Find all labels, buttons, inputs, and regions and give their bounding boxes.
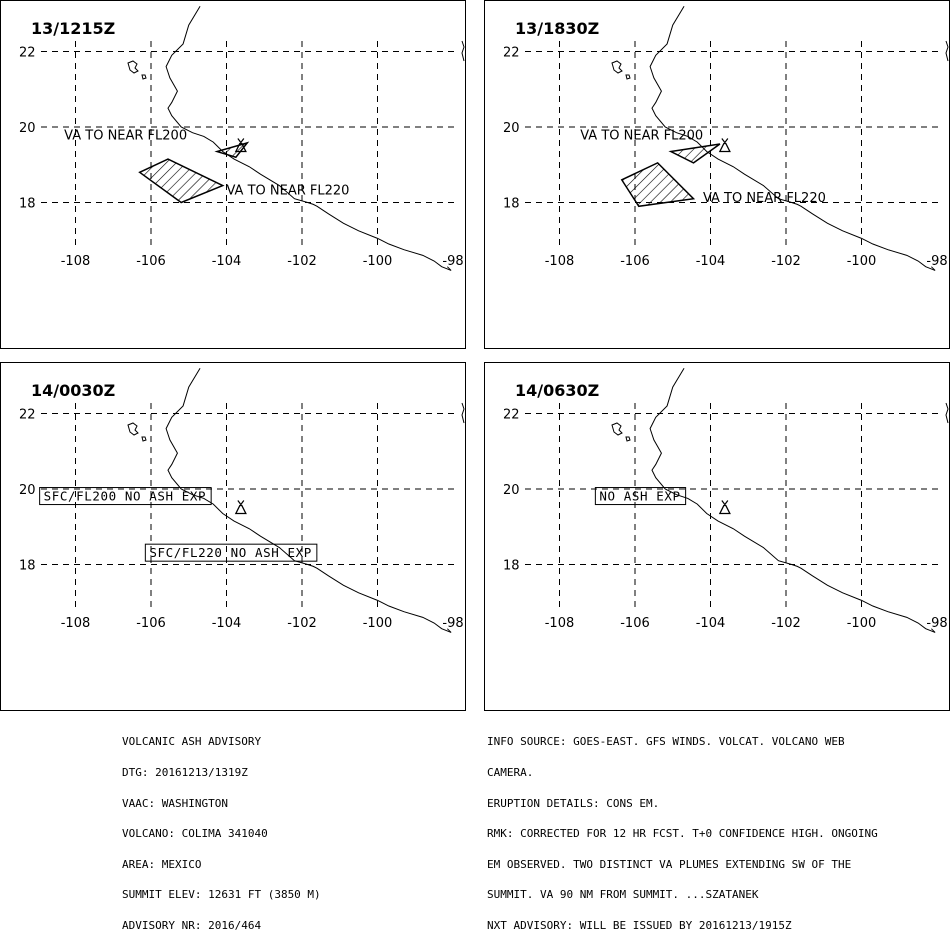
- forecast-panel-t18: [484, 362, 950, 711]
- map-t12: [1, 363, 465, 710]
- advisory-line: SUMMIT ELEV: 12631 FT (3850 M): [122, 888, 321, 902]
- lon-tick-label: -100: [362, 616, 393, 631]
- lon-tick-label: -102: [287, 616, 317, 631]
- lon-tick-label: -106: [620, 254, 650, 269]
- forecast-panel-t6: [484, 0, 950, 349]
- island: [626, 437, 630, 441]
- map-t18: [485, 363, 949, 710]
- island: [128, 61, 138, 73]
- ash-plume-polygon: [671, 144, 720, 163]
- lon-tick-label: -104: [695, 254, 726, 269]
- lon-tick-label: -104: [211, 254, 242, 269]
- forecast-panel-t12: [0, 362, 466, 711]
- forecast-note-label: SFC/FL220 NO ASH EXP: [149, 545, 312, 561]
- volcano-icon: [720, 138, 730, 151]
- ash-plume-polygon: [140, 159, 223, 202]
- advisory-line: VOLCANIC ASH ADVISORY: [122, 735, 262, 749]
- advisory-line: NXT ADVISORY: WILL BE ISSUED BY 20161213/1915Z: [487, 918, 792, 932]
- lon-tick-label: -100: [846, 616, 877, 631]
- lon-tick-label: -108: [544, 616, 575, 631]
- coastline: [166, 6, 451, 270]
- lon-tick-label: -108: [60, 616, 91, 631]
- map-t6: [485, 1, 949, 348]
- advisory-line: SUMMIT. VA 90 NM FROM SUMMIT. ...SZATANEK: [487, 888, 759, 902]
- lon-tick-label: -106: [136, 254, 166, 269]
- border-line: [462, 403, 464, 423]
- border-line: [946, 403, 948, 423]
- lat-tick-label: 22: [19, 45, 36, 61]
- lat-tick-label: 20: [503, 483, 520, 498]
- lat-tick-label: 22: [503, 407, 520, 423]
- lon-tick-label: -104: [695, 616, 726, 631]
- lon-tick-label: -104: [211, 616, 242, 631]
- panel-time-label: 14/0630Z: [515, 381, 600, 400]
- lat-tick-label: 18: [19, 196, 36, 212]
- lon-tick-label: -102: [771, 616, 801, 631]
- advisory-line: CAMERA.: [487, 766, 534, 779]
- lon-tick-label: -102: [771, 254, 801, 269]
- advisory-line: VAAC: WASHINGTON: [122, 796, 228, 810]
- advisory-line: DTG: 20161213/1319Z: [122, 766, 248, 779]
- lon-tick-label: -106: [136, 616, 166, 631]
- plume-altitude-label: VA TO NEAR FL220: [702, 190, 826, 206]
- plume-altitude-label: VA TO NEAR FL200: [580, 128, 704, 144]
- advisory-line: INFO SOURCE: GOES-EAST. GFS WINDS. VOLCAT. VOLCANO WEB: [487, 735, 845, 749]
- panel-time-label: 14/0030Z: [31, 381, 116, 400]
- volcano-icon: [720, 500, 730, 513]
- coastline: [650, 368, 935, 632]
- advisory-line: EM OBSERVED. TWO DISTINCT VA PLUMES EXTENDING SW OF THE: [487, 857, 852, 871]
- lon-tick-label: -100: [362, 254, 393, 269]
- lat-tick-label: 18: [503, 558, 520, 574]
- lon-tick-label: -100: [846, 254, 877, 269]
- panel-time-label: 13/1215Z: [31, 19, 116, 38]
- advisory-remarks-block: [487, 717, 878, 941]
- island: [142, 75, 146, 79]
- lon-tick-label: -98: [926, 254, 948, 269]
- coastline: [166, 368, 451, 632]
- lat-tick-label: 22: [19, 407, 36, 423]
- advisory-header-block: [122, 717, 321, 941]
- island: [612, 423, 622, 435]
- lat-tick-label: 18: [19, 558, 36, 574]
- island: [612, 61, 622, 73]
- lon-tick-label: -98: [442, 254, 464, 269]
- advisory-line: ADVISORY NR: 2016/464: [122, 918, 262, 932]
- plume-altitude-label: VA TO NEAR FL200: [64, 128, 188, 144]
- advisory-line: AREA: MEXICO: [122, 857, 202, 871]
- lat-tick-label: 20: [19, 483, 36, 498]
- volcano-icon: [236, 500, 246, 513]
- lon-tick-label: -108: [544, 254, 575, 269]
- advisory-line: RMK: CORRECTED FOR 12 HR FCST. T+0 CONFIDENCE HIGH. ONGOING: [487, 827, 878, 841]
- advisory-line: VOLCANO: COLIMA 341040: [122, 827, 268, 841]
- plume-altitude-label: VA TO NEAR FL220: [226, 183, 350, 199]
- lon-tick-label: -98: [442, 616, 464, 631]
- advisory-line: ERUPTION DETAILS: CONS EM.: [487, 796, 660, 810]
- border-line: [946, 41, 948, 61]
- lat-tick-label: 18: [503, 196, 520, 212]
- lat-tick-label: 22: [503, 45, 520, 61]
- lon-tick-label: -102: [287, 254, 317, 269]
- lat-tick-label: 20: [503, 121, 520, 136]
- ash-plume-polygon: [622, 163, 694, 206]
- forecast-note-label: NO ASH EXP: [599, 488, 681, 504]
- island: [626, 75, 630, 79]
- island: [142, 437, 146, 441]
- lon-tick-label: -108: [60, 254, 91, 269]
- island: [128, 423, 138, 435]
- lat-tick-label: 20: [19, 121, 36, 136]
- border-line: [462, 41, 464, 61]
- map-t0: [1, 1, 465, 348]
- forecast-note-label: SFC/FL200 NO ASH EXP: [43, 488, 207, 504]
- forecast-panel-t0: [0, 0, 466, 349]
- lon-tick-label: -106: [620, 616, 650, 631]
- lon-tick-label: -98: [926, 616, 948, 631]
- panel-time-label: 13/1830Z: [515, 19, 600, 38]
